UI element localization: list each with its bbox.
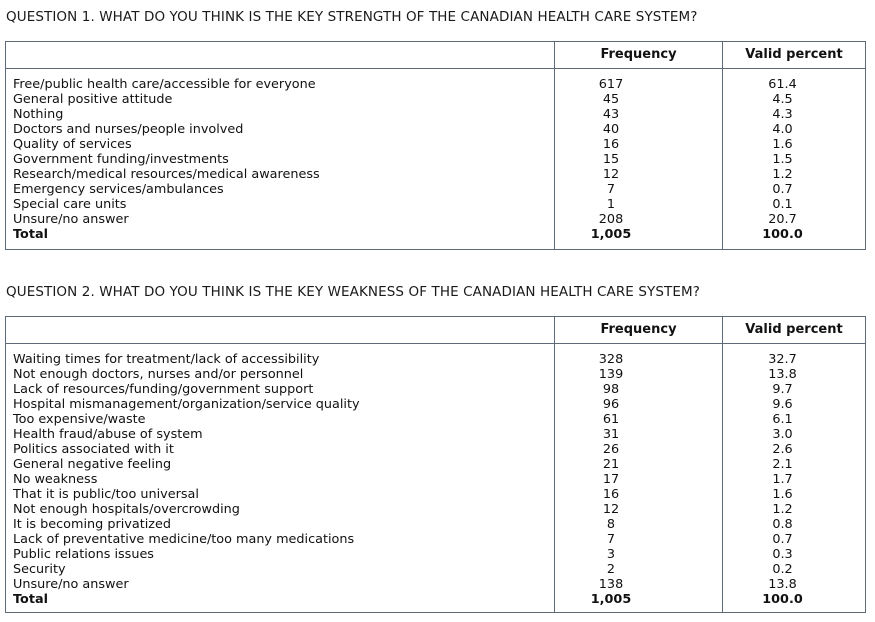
frequency-value: 40 bbox=[602, 122, 620, 137]
table-row bbox=[6, 427, 865, 442]
frequency-value: 98 bbox=[602, 382, 620, 397]
valid-percent-value: 1.6 bbox=[772, 137, 793, 152]
row-label: Research/medical resources/medical awareness bbox=[13, 167, 320, 182]
valid-percent-value: 13.8 bbox=[768, 367, 797, 382]
frequency-value: 1 bbox=[606, 197, 616, 212]
frequency-value: 96 bbox=[602, 397, 620, 412]
valid-percent-value: 32.7 bbox=[768, 352, 797, 367]
frequency-value: 21 bbox=[602, 457, 620, 472]
table-row bbox=[6, 472, 865, 487]
valid-percent-value: 4.0 bbox=[772, 122, 793, 137]
valid-percent-value: 9.6 bbox=[772, 397, 793, 412]
valid-percent-value: 0.8 bbox=[772, 517, 793, 532]
frequency-value: 2 bbox=[606, 562, 616, 577]
valid-percent-value: 20.7 bbox=[768, 212, 797, 227]
table-row bbox=[6, 487, 865, 502]
valid-percent-value: 6.1 bbox=[772, 412, 793, 427]
table-body bbox=[6, 77, 865, 242]
row-label: Lack of resources/funding/government support bbox=[13, 382, 314, 397]
total-row bbox=[6, 592, 865, 607]
table-row bbox=[6, 547, 865, 562]
valid-percent-header: Valid percent bbox=[745, 47, 843, 62]
row-label: Public relations issues bbox=[13, 547, 154, 562]
row-label: Government funding/investments bbox=[13, 152, 229, 167]
row-label: Special care units bbox=[13, 197, 127, 212]
table-row bbox=[6, 197, 865, 212]
table-row bbox=[6, 502, 865, 517]
table-row bbox=[6, 152, 865, 167]
frequency-value: 3 bbox=[606, 547, 616, 562]
table-row bbox=[6, 92, 865, 107]
frequency-header: Frequency bbox=[600, 47, 677, 62]
frequency-header: Frequency bbox=[600, 322, 677, 337]
table-row bbox=[6, 212, 865, 227]
valid-percent-header: Valid percent bbox=[745, 322, 843, 337]
frequency-value: 61 bbox=[602, 412, 620, 427]
frequency-value: 16 bbox=[602, 487, 620, 502]
valid-percent-value: 0.3 bbox=[772, 547, 793, 562]
frequency-value: 26 bbox=[602, 442, 620, 457]
frequency-value: 8 bbox=[606, 517, 616, 532]
frequency-value: 617 bbox=[598, 77, 624, 92]
valid-percent-value: 1.2 bbox=[772, 167, 793, 182]
table-row bbox=[6, 577, 865, 592]
frequency-value: 45 bbox=[602, 92, 620, 107]
frequency-value: 16 bbox=[602, 137, 620, 152]
table-row bbox=[6, 382, 865, 397]
row-label: Health fraud/abuse of system bbox=[13, 427, 203, 442]
table-header bbox=[6, 42, 865, 68]
valid-percent-value: 9.7 bbox=[772, 382, 793, 397]
row-label: Unsure/no answer bbox=[13, 577, 129, 592]
valid-percent-value: 2.6 bbox=[772, 442, 793, 457]
question-2-title: QUESTION 2. WHAT DO YOU THINK IS THE KEY WEAKNESS OF THE CANADIAN HEALTH CARE SYSTEM? bbox=[6, 284, 700, 300]
row-label: General negative feeling bbox=[13, 457, 172, 472]
valid-percent-value: 100.0 bbox=[762, 592, 803, 607]
frequency-value: 139 bbox=[598, 367, 624, 382]
valid-percent-value: 0.7 bbox=[772, 182, 793, 197]
frequency-value: 15 bbox=[602, 152, 620, 167]
row-label: Hospital mismanagement/organization/service quality bbox=[13, 397, 360, 412]
question-1-table bbox=[5, 41, 866, 250]
row-label: Total bbox=[13, 227, 48, 242]
table-row bbox=[6, 532, 865, 547]
header-divider bbox=[6, 343, 865, 344]
table-row bbox=[6, 122, 865, 137]
row-label: Quality of services bbox=[13, 137, 132, 152]
row-label: Not enough doctors, nurses and/or personnel bbox=[13, 367, 304, 382]
table-row bbox=[6, 397, 865, 412]
table-row bbox=[6, 442, 865, 457]
row-label: Nothing bbox=[13, 107, 64, 122]
frequency-value: 12 bbox=[602, 502, 620, 517]
valid-percent-value: 2.1 bbox=[772, 457, 793, 472]
valid-percent-value: 0.2 bbox=[772, 562, 793, 577]
row-label: Lack of preventative medicine/too many medications bbox=[13, 532, 355, 547]
table-row bbox=[6, 182, 865, 197]
valid-percent-value: 1.2 bbox=[772, 502, 793, 517]
table-row bbox=[6, 137, 865, 152]
table-row bbox=[6, 517, 865, 532]
frequency-value: 208 bbox=[598, 212, 624, 227]
table-row bbox=[6, 77, 865, 92]
valid-percent-value: 4.5 bbox=[772, 92, 793, 107]
valid-percent-value: 4.3 bbox=[772, 107, 793, 122]
row-label: It is becoming privatized bbox=[13, 517, 171, 532]
valid-percent-value: 0.7 bbox=[772, 532, 793, 547]
frequency-value: 31 bbox=[602, 427, 620, 442]
frequency-value: 1,005 bbox=[590, 592, 632, 607]
frequency-value: 328 bbox=[598, 352, 624, 367]
frequency-value: 17 bbox=[602, 472, 620, 487]
frequency-value: 43 bbox=[602, 107, 620, 122]
frequency-value: 1,005 bbox=[590, 227, 632, 242]
table-body bbox=[6, 352, 865, 607]
total-row bbox=[6, 227, 865, 242]
row-label: Doctors and nurses/people involved bbox=[13, 122, 244, 137]
table-header bbox=[6, 317, 865, 343]
frequency-value: 12 bbox=[602, 167, 620, 182]
question-2-table bbox=[5, 316, 866, 613]
table-row bbox=[6, 107, 865, 122]
row-label: Emergency services/ambulances bbox=[13, 182, 224, 197]
valid-percent-value: 61.4 bbox=[768, 77, 797, 92]
frequency-value: 7 bbox=[606, 182, 616, 197]
table-row bbox=[6, 167, 865, 182]
valid-percent-value: 1.5 bbox=[772, 152, 793, 167]
valid-percent-value: 1.6 bbox=[772, 487, 793, 502]
frequency-value: 138 bbox=[598, 577, 624, 592]
table-row bbox=[6, 412, 865, 427]
valid-percent-value: 1.7 bbox=[772, 472, 793, 487]
valid-percent-value: 3.0 bbox=[772, 427, 793, 442]
row-label: Waiting times for treatment/lack of accessibility bbox=[13, 352, 320, 367]
valid-percent-value: 13.8 bbox=[768, 577, 797, 592]
row-label: Too expensive/waste bbox=[13, 412, 146, 427]
row-label: That it is public/too universal bbox=[13, 487, 199, 502]
row-label: No weakness bbox=[13, 472, 98, 487]
question-1-title: QUESTION 1. WHAT DO YOU THINK IS THE KEY STRENGTH OF THE CANADIAN HEALTH CARE SYSTEM? bbox=[6, 9, 698, 25]
row-label: Unsure/no answer bbox=[13, 212, 129, 227]
valid-percent-value: 0.1 bbox=[772, 197, 793, 212]
table-row bbox=[6, 352, 865, 367]
row-label: Total bbox=[13, 592, 48, 607]
table-row bbox=[6, 457, 865, 472]
table-row bbox=[6, 562, 865, 577]
table-row bbox=[6, 367, 865, 382]
row-label: Security bbox=[13, 562, 66, 577]
row-label: Not enough hospitals/overcrowding bbox=[13, 502, 240, 517]
header-divider bbox=[6, 68, 865, 69]
row-label: Free/public health care/accessible for everyone bbox=[13, 77, 316, 92]
valid-percent-value: 100.0 bbox=[762, 227, 803, 242]
frequency-value: 7 bbox=[606, 532, 616, 547]
row-label: Politics associated with it bbox=[13, 442, 174, 457]
row-label: General positive attitude bbox=[13, 92, 173, 107]
